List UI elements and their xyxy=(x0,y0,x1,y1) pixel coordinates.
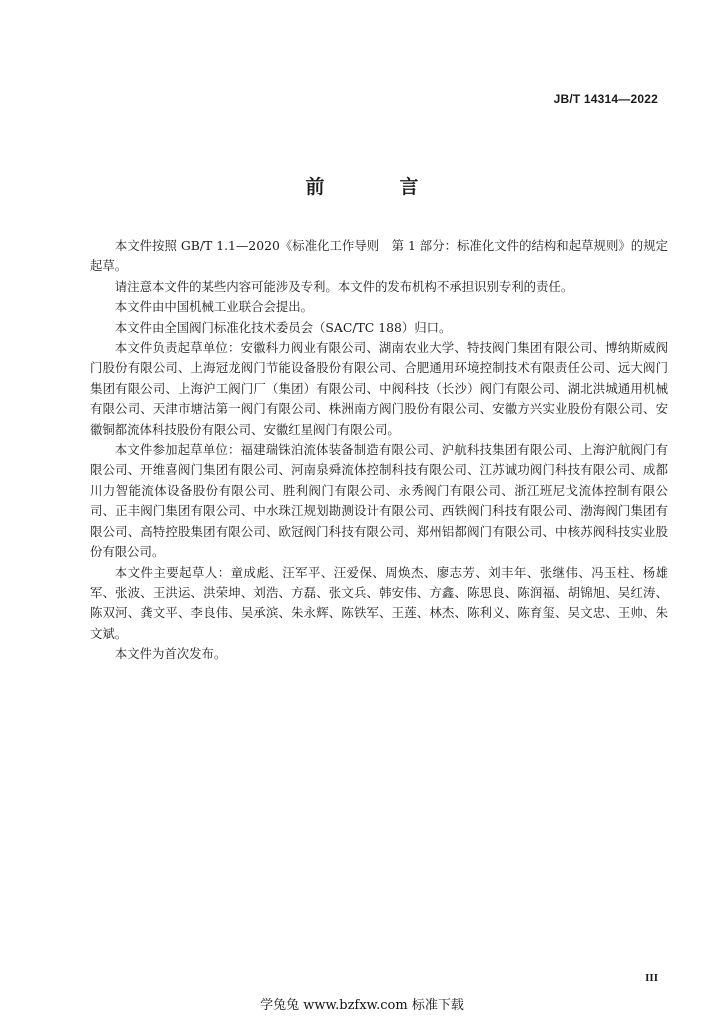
standard-code: JB/T 14314—2022 xyxy=(553,92,658,106)
paragraph-proposer: 本文件由中国机械工业联合会提出。 xyxy=(114,299,314,315)
watermark-link[interactable]: 学兔兔 www.bzfxw.com 标准下载 xyxy=(260,998,464,1013)
paragraph-drafting-rules: 本文件按照 GB/T 1.1—2020《标准化工作导则 第 1 部分：标准化文件的结构和起草规则》的规定起草。 xyxy=(90,238,668,274)
paragraph-first-release: 本文件为首次发布。 xyxy=(114,646,227,662)
paragraph-patent-notice: 请注意本文件的某些内容可能涉及专利。本文件的发布机构不承担识别专利的责任。 xyxy=(114,278,574,294)
foreword-body xyxy=(90,236,668,665)
page-number: III xyxy=(645,972,658,984)
paragraph-participating-units: 本文件参加起草单位：福建瑞铢泊流体装备制造有限公司、沪航科技集团有限公司、上海沪航阀门有限公司、开维喜阀门集团有限公司、河南泉舜流体控制科技有限公司、江苏诚功阀门科技有限公司、成都川力智能流体设备股份有限公司、胜利阀门有限公司、永秀阀门有限公司、浙江班尼戈流体控制有限公司、正丰阀门集团有限公司、中水珠江规划勘测设计有限公司、西铁阀门科技有限公司、渤海阀门集团有限公司、高特控股集团有限公司、欧冠阀门科技有限公司、郑州铝都阀门有限公司、中核苏阀科技实业股份有限公司。 xyxy=(90,442,668,560)
paragraph-lead-drafting-units: 本文件负责起草单位：安徽科力阀业有限公司、湖南农业大学、特技阀门集团有限公司、博纳斯威阀门股份有限公司、上海冠龙阀门节能设备股份有限公司、合肥通用环境控制技术有限责任公司、远大阀门集团有限公司、上海沪工阀门厂（集团）有限公司、中阀科技（长沙）阀门有限公司、湖北洪城通用机械有限公司、天津市塘沽第一阀门有限公司、株洲南方阀门股份有限公司、安徽方兴实业股份有限公司、安徽铜都流体科技股份有限公司、安徽红星阀门有限公司。 xyxy=(90,340,668,437)
page-title: 前 言 xyxy=(305,176,447,198)
paragraph-technical-committee: 本文件由全国阀门标准化技术委员会（SAC/TC 188）归口。 xyxy=(114,319,452,335)
paragraph-main-drafters: 本文件主要起草人：童成彪、汪军平、汪爱保、周焕杰、廖志芳、刘丰年、张继伟、冯玉柱、杨雄军、张波、王洪运、洪荣坤、刘浩、方磊、张文兵、韩安伟、方鑫、陈思良、陈润福、胡锦旭、吴红涛、陈双河、龚文平、李良伟、吴承滨、朱永辉、陈铁军、王莲、林杰、陈利义、陈育玺、吴文忠、王帅、朱文斌。 xyxy=(90,564,668,641)
